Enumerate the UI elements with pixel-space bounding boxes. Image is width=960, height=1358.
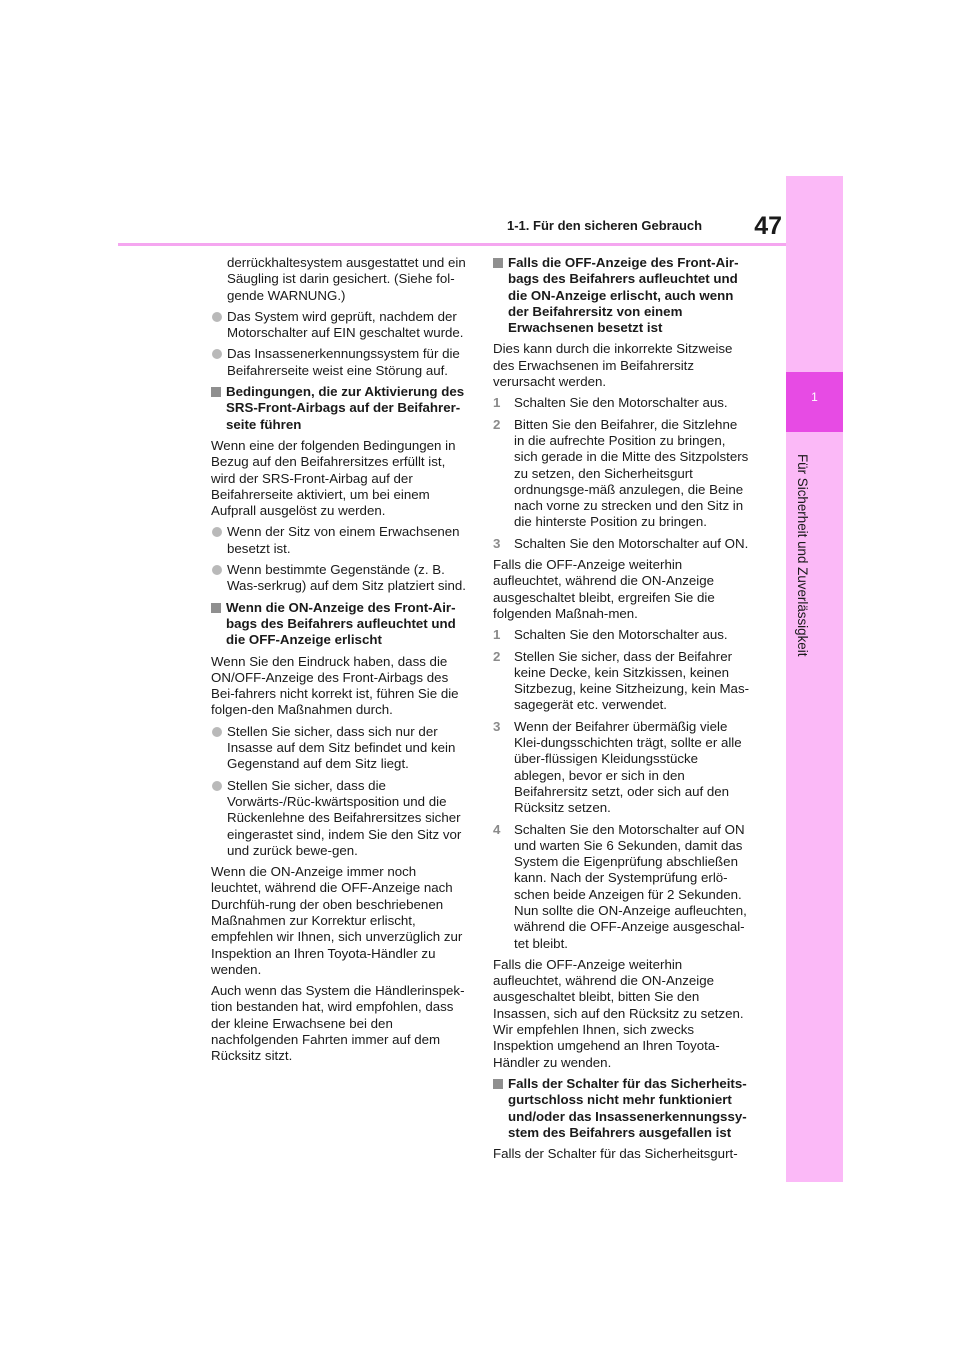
- paragraph: Falls der Schalter für das Sicherheitsgurt-: [493, 1146, 738, 1162]
- list-item-text: Wenn der Sitz von einem Erwachsenen besetzt ist.: [227, 524, 460, 556]
- square-bullet-icon: [493, 1079, 503, 1089]
- side-tab: [786, 176, 843, 1182]
- step-number: 1: [493, 395, 501, 411]
- chapter-number: 1: [811, 390, 818, 404]
- paragraph: Wenn eine der folgenden Bedingungen in Bezug auf den Beifahrersitzes erfüllt ist, wird der SRS-Front-Airbag auf der Beifahrerseite aktiviert, um bei einem Aufprall ausgelöst zu werden.: [211, 437, 456, 519]
- bullet-icon: [212, 527, 222, 537]
- step-text: Schalten Sie den Motorschalter auf ON und warten Sie 6 Sekunden, damit das System die Eigenprüfung abschließen kann. Nach der Systemprüfung erlö-schen beide Anzeigen für 2 Sekunden. Nun sollte die ON-Anzeige aufleuchten, während die OFF-Anzeige ausgeschal-tet bleibt.: [514, 821, 747, 951]
- step-number: 4: [493, 821, 501, 837]
- step-text: Schalten Sie den Motorschalter aus.: [514, 395, 728, 411]
- list-item: [211, 309, 468, 342]
- list-item-text: Stellen Sie sicher, dass die Vorwärts-/Rüc-kwärtsposition und die Rückenlehne des Beifahrersitzes sicher eingerastet sind, indem Sie den Sitz vor und zurück bewe-gen.: [227, 777, 462, 858]
- bullet-icon: [212, 312, 222, 322]
- page-number: 47: [754, 212, 782, 240]
- continued-text: derrückhaltesystem ausgestattet und ein Säugling ist darin gesichert. (Siehe fol-gende WARNUNG.): [227, 255, 466, 303]
- section-heading: [493, 1076, 750, 1141]
- step-number: 1: [493, 627, 501, 643]
- step-item: [493, 536, 750, 552]
- section-heading: [211, 600, 468, 649]
- list-item-text: Das Insassenerkennungssystem für die Beifahrerseite weist eine Störung auf.: [227, 346, 460, 378]
- list-item: [211, 562, 468, 595]
- step-text: Schalten Sie den Motorschalter auf ON.: [514, 535, 749, 551]
- left-column: [211, 255, 468, 1070]
- bullet-icon: [212, 349, 222, 359]
- step-item: [493, 649, 750, 714]
- right-column: [493, 255, 750, 1167]
- step-number: 3: [493, 535, 501, 551]
- heading-text: Wenn die ON-Anzeige des Front-Air-bags des Beifahrers aufleuchtet und die OFF-Anzeige erlischt: [226, 599, 456, 648]
- bullet-icon: [212, 727, 222, 737]
- square-bullet-icon: [211, 603, 221, 613]
- paragraph: Auch wenn das System die Händlerinspek-tion bestanden hat, wird empfohlen, dass der kleine Erwachsene bei den nachfolgenden Fahrten immer auf dem Rücksitz sitzt.: [211, 983, 465, 1064]
- paragraph: Dies kann durch die inkorrekte Sitzweise des Erwachsenen im Beifahrersitz verursacht werden.: [493, 341, 733, 390]
- paragraph: Wenn Sie den Eindruck haben, dass die ON/OFF-Anzeige des Front-Airbags des Bei-fahrers nicht korrekt ist, führen Sie die folgen-den Maßnahmen durch.: [211, 653, 459, 718]
- chapter-title: Für Sicherheit und Zuverlässigkeit: [795, 454, 810, 657]
- step-item: [493, 417, 750, 531]
- list-item-text: Das System wird geprüft, nachdem der Motorschalter auf EIN geschaltet wurde.: [227, 308, 464, 341]
- bullet-icon: [212, 781, 222, 791]
- paragraph: Falls die OFF-Anzeige weiterhin aufleuchtet, während die ON-Anzeige ausgeschaltet bleibt, bitten Sie den Insassen, sich auf den Rücksitz zu setzen. Wir empfehlen Ihnen, sich zwecks Inspektion umgehend an Ihren Toyota-Händler zu wenden.: [493, 956, 744, 1070]
- step-item: [493, 395, 750, 411]
- list-item: [211, 724, 468, 773]
- square-bullet-icon: [211, 387, 221, 397]
- paragraph: Wenn die ON-Anzeige immer noch leuchtet, während die OFF-Anzeige nach Durchfüh-rung der oben beschriebenen Maßnahmen zur Korrektur erlischt, empfehlen wir Ihnen, sich unverzüglich zur Inspektion an Ihren Toyota-Händler zu wenden.: [211, 864, 463, 977]
- list-item: [211, 778, 468, 859]
- square-bullet-icon: [493, 258, 503, 268]
- step-item: [493, 719, 750, 817]
- step-item: [493, 822, 750, 952]
- step-text: Stellen Sie sicher, dass der Beifahrer keine Decke, kein Sitzkissen, keinen Sitzbezug, keine Sitzheizung, kein Mas-sagegerät etc. verwendet.: [514, 648, 750, 713]
- section-title: 1-1. Für den sicheren Gebrauch: [507, 218, 703, 233]
- step-text: Wenn der Beifahrer übermäßig viele Klei-dungsschichten trägt, sollte er alle über-flüssigen Kleidungsstücke ablegen, bevor er sich in den Beifahrersitz setzt, oder sich auf den Rücksitz setzen.: [514, 718, 742, 816]
- list-item: [211, 524, 468, 557]
- step-number: 2: [493, 416, 501, 432]
- header-rule: [118, 243, 786, 246]
- list-item-text: Stellen Sie sicher, dass sich nur der Insasse auf dem Sitz befindet und kein Gegenstand auf dem Sitz liegt.: [227, 723, 456, 772]
- step-text: Schalten Sie den Motorschalter aus.: [514, 627, 728, 643]
- step-number: 2: [493, 648, 501, 664]
- step-item: [493, 627, 750, 643]
- section-heading: [211, 384, 468, 433]
- heading-text: Bedingungen, die zur Aktivierung des SRS-Front-Airbags auf der Beifahrer-seite führen: [226, 384, 465, 432]
- list-item-text: Wenn bestimmte Gegenstände (z. B. Was-serkrug) auf dem Sitz platziert sind.: [227, 562, 466, 594]
- paragraph: Falls die OFF-Anzeige weiterhin aufleuchtet, während die ON-Anzeige ausgeschaltet bleibt, ergreifen Sie die folgenden Maßnah-men.: [493, 557, 715, 621]
- list-item: [211, 346, 468, 379]
- step-text: Bitten Sie den Beifahrer, die Sitzlehne in die aufrechte Position zu bringen, sich gerade in die Mitte des Sitzpolsters zu setzen, den Sicherheitsgurt ordnungsge-mäß anzulegen, die Beine nach vorne zu strecken und den Sitz in die hinterste Position zu bringen.: [514, 416, 749, 530]
- heading-text: Falls die OFF-Anzeige des Front-Air-bags des Beifahrers aufleuchtet und die ON-Anzeige erlischt, auch wenn der Beifahrersitz von einem Erwachsenen besetzt ist: [508, 255, 739, 336]
- heading-text: Falls der Schalter für das Sicherheits-gurtschloss nicht mehr funktioniert und/oder das Insassenerkennungssy-stem des Beifahrers ausgefallen ist: [508, 1075, 747, 1140]
- section-heading: [493, 255, 750, 336]
- step-number: 3: [493, 718, 501, 734]
- bullet-icon: [212, 565, 222, 575]
